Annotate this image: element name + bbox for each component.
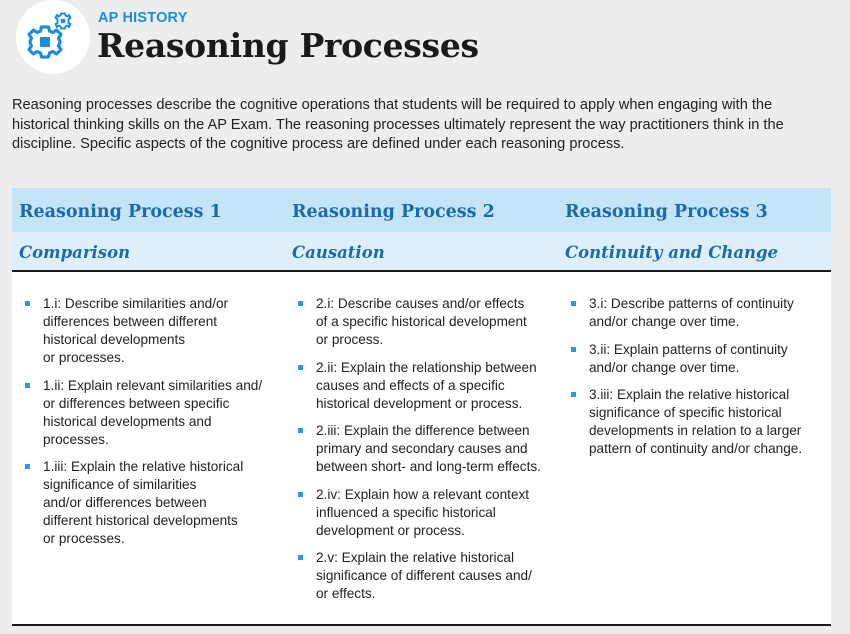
column-heading-2: Reasoning Process 2 — [292, 202, 495, 222]
list-item — [25, 295, 275, 367]
list-item-line: and/or differences between — [43, 495, 207, 510]
intro-line: historical thinking skills on the AP Exam. The reasoning processes ultimately represent the way practitioners think in the — [12, 116, 784, 133]
bullet-icon — [25, 383, 30, 388]
list-item-line: and/or change over time. — [589, 314, 740, 329]
list-item-line: 2.i: Describe causes and/or effects — [316, 296, 525, 311]
reasoning-processes-table — [12, 188, 831, 624]
list-item — [298, 549, 560, 603]
list-item-line: historical development or process. — [316, 395, 523, 411]
list-item-line: significance of similarities — [43, 477, 197, 492]
list-item-line: 3.i: Describe patterns of continuity — [589, 296, 794, 311]
list-item-line: development or process. — [316, 522, 465, 538]
column-heading-3: Reasoning Process 3 — [565, 202, 768, 222]
list-item-line: 1.i: Describe similarities and/or — [43, 296, 229, 311]
list-item-line: historical developments and — [43, 413, 212, 429]
list-item-line: primary and secondary causes and — [316, 441, 528, 456]
list-item — [298, 295, 560, 349]
list-item — [298, 359, 560, 413]
list-item-line: of a specific historical development — [316, 314, 527, 329]
list-item-line: or processes. — [43, 350, 125, 365]
column-list-3 — [571, 295, 829, 468]
bullet-icon — [571, 301, 576, 306]
intro-paragraph — [12, 96, 812, 155]
list-item-line: differences between different — [43, 314, 218, 329]
list-item — [25, 377, 275, 449]
list-item-line: 1.iii: Explain the relative historical — [43, 459, 244, 474]
column-list-1 — [25, 295, 275, 558]
bullet-icon — [298, 365, 303, 370]
column-heading-1: Reasoning Process 1 — [19, 202, 222, 222]
list-item-line: and/or change over time. — [589, 359, 740, 375]
intro-line: Reasoning processes describe the cognitive operations that students will be required to apply when engaging with the — [12, 97, 773, 113]
list-item-line: influenced a specific historical — [316, 504, 496, 520]
list-item — [571, 341, 829, 377]
table-bottom-rule — [12, 624, 831, 626]
list-item-line: or effects. — [316, 586, 376, 601]
list-item-line: processes. — [43, 431, 109, 447]
list-item-line: causes and effects of a specific — [316, 377, 505, 393]
bullet-icon — [298, 301, 303, 306]
gear-icon — [16, 0, 90, 74]
section-kicker: AP HISTORY — [98, 10, 188, 26]
intro-line: discipline. Specific aspects of the cognitive process are defined under each reasoning process. — [12, 136, 625, 152]
list-item-line: 3.iii: Explain the relative historical — [589, 387, 790, 402]
list-item — [298, 486, 560, 540]
list-item-line: developments in relation to a larger — [589, 423, 802, 438]
list-item-line: 2.iv: Explain how a relevant context — [316, 486, 530, 502]
list-item-line: 1.ii: Explain relevant similarities and/ — [43, 377, 263, 393]
list-item-line: different historical developments — [43, 513, 238, 528]
column-subheading-1: Comparison — [19, 243, 131, 262]
list-item — [25, 458, 275, 548]
list-item-line: between short- and long-term effects. — [316, 459, 541, 474]
bullet-icon — [25, 301, 30, 306]
list-item — [571, 295, 829, 331]
list-item-line: significance of different causes and/ — [316, 568, 532, 583]
logo-badge — [16, 0, 90, 74]
list-item-line: 2.v: Explain the relative historical — [316, 550, 514, 565]
bullet-icon — [298, 555, 303, 560]
bullet-icon — [571, 392, 576, 397]
list-item-line: 3.ii: Explain patterns of continuity — [589, 341, 788, 357]
page-title: Reasoning Processes — [97, 26, 479, 65]
bullet-icon — [298, 492, 303, 497]
bullet-icon — [298, 428, 303, 433]
list-item — [298, 422, 560, 476]
column-subheading-2: Causation — [292, 243, 385, 262]
list-item-line: or differences between specific — [43, 395, 230, 411]
list-item-line: 2.iii: Explain the difference between — [316, 423, 530, 438]
list-item — [571, 386, 829, 458]
list-item-line: pattern of continuity and/or change. — [589, 441, 803, 456]
bullet-icon — [571, 347, 576, 352]
list-item-line: significance of specific historical — [589, 405, 782, 420]
bullet-icon — [25, 464, 30, 469]
column-subheading-3: Continuity and Change — [565, 243, 779, 262]
list-item-line: historical developments — [43, 332, 186, 347]
list-item-line: or processes. — [43, 531, 125, 546]
column-list-2 — [298, 295, 560, 613]
list-item-line: 2.ii: Explain the relationship between — [316, 359, 537, 375]
list-item-line: or process. — [316, 332, 384, 347]
